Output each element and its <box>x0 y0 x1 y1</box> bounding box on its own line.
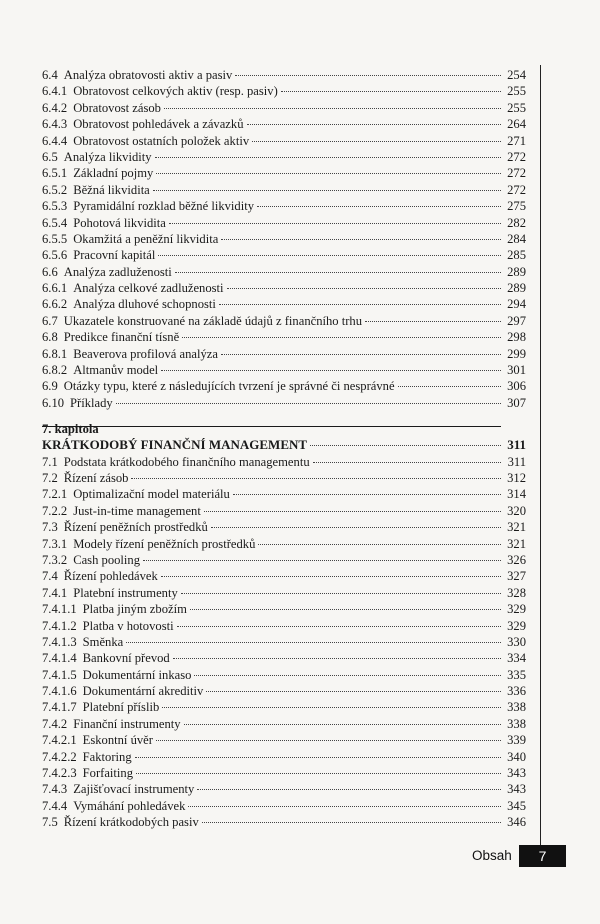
entry-title: Otázky typu, které z následujících tvrzení je správné či nesprávné <box>63 379 395 394</box>
entry-title: Platební instrumenty <box>73 585 178 600</box>
entry-page: 272 <box>507 182 526 197</box>
toc-entry <box>42 503 526 519</box>
entry-number: 6.5.4 <box>42 215 68 230</box>
entry-number: 7.4.2.3 <box>42 766 77 781</box>
toc-entry <box>42 149 526 165</box>
toc-entry <box>42 765 526 781</box>
entry-page: 271 <box>507 133 526 148</box>
entry-number: 6.10 <box>42 395 65 410</box>
leader-dots <box>161 370 501 371</box>
entry-number: 7.4.1.5 <box>42 667 77 682</box>
entry-page: 272 <box>507 149 526 164</box>
toc-entry <box>42 552 526 568</box>
entry-number: 6.7 <box>42 313 58 328</box>
toc-entry <box>42 198 526 214</box>
entry-title: Obratovost zásob <box>73 100 161 115</box>
entry-number: 7.4.1.2 <box>42 618 77 633</box>
entry-page: 328 <box>507 585 526 600</box>
leader-dots <box>143 560 501 561</box>
leader-dots <box>221 354 501 355</box>
toc-entry <box>42 346 526 362</box>
entry-title: Platební příslib <box>82 700 160 715</box>
leader-dots <box>169 223 501 224</box>
leader-dots <box>313 462 501 463</box>
entry-title: Dokumentární inkaso <box>82 667 192 682</box>
toc-entry <box>42 716 526 732</box>
entry-number: 6.5.5 <box>42 231 68 246</box>
leader-dots <box>156 173 501 174</box>
entry-title: Řízení pohledávek <box>63 569 158 584</box>
toc-entry <box>42 83 526 99</box>
entry-number: 6.6.2 <box>42 297 68 312</box>
toc-entry <box>42 634 526 650</box>
entry-title: Dokumentární akreditiv <box>82 684 204 699</box>
entry-page: 298 <box>507 330 526 345</box>
leader-dots <box>188 806 501 807</box>
toc-entry <box>42 116 526 132</box>
toc-entry <box>42 519 526 535</box>
chapter-label: 7. kapitola <box>42 422 99 437</box>
toc-entry <box>42 296 526 312</box>
leader-dots <box>257 206 501 207</box>
toc-entry <box>42 568 526 584</box>
toc-entry <box>42 781 526 797</box>
toc-entry <box>42 667 526 683</box>
leader-dots <box>202 822 501 823</box>
entry-page: 307 <box>507 395 526 410</box>
entry-page: 312 <box>507 470 526 485</box>
footer-label: Obsah <box>472 848 512 863</box>
leader-dots <box>204 511 501 512</box>
toc-entry <box>42 182 526 198</box>
entry-title: Okamžitá a peněžní likvidita <box>73 231 219 246</box>
leader-dots <box>258 544 501 545</box>
entry-title: Pohotová likvidita <box>73 215 166 230</box>
toc-entry <box>42 601 526 617</box>
leader-dots <box>177 626 501 627</box>
entry-number: 6.5.3 <box>42 199 68 214</box>
entry-page: 254 <box>507 68 526 82</box>
entry-page: 346 <box>507 815 526 830</box>
entry-number: 6.4.2 <box>42 100 68 115</box>
entry-page: 301 <box>507 363 526 378</box>
toc-entry <box>42 313 526 329</box>
toc-entry <box>42 100 526 116</box>
entry-page: 329 <box>507 618 526 633</box>
margin-rule <box>540 65 541 865</box>
chapter-title-underline <box>42 426 501 427</box>
leader-dots <box>197 789 501 790</box>
entry-page: 284 <box>507 231 526 246</box>
entry-title: Faktoring <box>82 749 132 764</box>
toc-entry <box>42 798 526 814</box>
entry-title: Just-in-time management <box>73 503 201 518</box>
toc-entry <box>42 618 526 634</box>
entry-number: 7.4.1.1 <box>42 602 77 617</box>
toc-entry <box>42 470 526 486</box>
leader-dots <box>175 272 501 273</box>
entry-page: 321 <box>507 520 526 535</box>
leader-dots <box>310 445 501 446</box>
entry-number: 7.4.2 <box>42 716 68 731</box>
toc-entry <box>42 215 526 231</box>
entry-number: 6.5.1 <box>42 166 68 181</box>
entry-number: 7.4.2.1 <box>42 733 77 748</box>
toc-entry <box>42 378 526 394</box>
toc-entry <box>42 67 526 83</box>
leader-dots <box>136 773 501 774</box>
leader-dots <box>219 304 501 305</box>
entry-title: Ukazatele konstruované na základě údajů z finančního trhu <box>63 313 363 328</box>
entry-title: Analýza celkové zadluženosti <box>73 281 224 296</box>
toc-entry <box>42 329 526 345</box>
entry-title: Zajišťovací instrumenty <box>73 782 195 797</box>
entry-title: Podstata krátkodobého finančního managementu <box>63 454 310 469</box>
entry-title: Příklady <box>70 395 113 410</box>
entry-number: 7.1 <box>42 454 58 469</box>
leader-dots <box>252 141 501 142</box>
entry-title: Modely řízení peněžních prostředků <box>73 536 256 551</box>
leader-dots <box>235 75 501 76</box>
toc-entry <box>42 536 526 552</box>
entry-page: 329 <box>507 602 526 617</box>
entry-title: Pracovní kapitál <box>73 248 156 263</box>
toc-entry <box>42 814 526 830</box>
toc-entry <box>42 749 526 765</box>
toc-entry <box>42 362 526 378</box>
entry-title: Eskontní úvěr <box>82 733 153 748</box>
entry-number: 6.9 <box>42 379 58 394</box>
toc-entry <box>42 231 526 247</box>
entry-page: 255 <box>507 84 526 99</box>
entry-title: Analýza dluhové schopnosti <box>73 297 216 312</box>
entry-title: Řízení krátkodobých pasiv <box>63 815 199 830</box>
entry-title: Altmanův model <box>73 363 159 378</box>
entry-page: 294 <box>507 297 526 312</box>
chapter-page: 311 <box>507 437 526 453</box>
entry-page: 264 <box>507 117 526 132</box>
entry-title: Analýza zadluženosti <box>63 264 172 279</box>
entry-page: 289 <box>507 264 526 279</box>
toc-entry <box>42 395 526 411</box>
entry-number: 7.2.2 <box>42 503 68 518</box>
leader-dots <box>221 239 501 240</box>
entry-number: 7.4.1.7 <box>42 700 77 715</box>
leader-dots <box>153 190 501 191</box>
toc-entry <box>42 264 526 280</box>
entry-page: 335 <box>507 667 526 682</box>
toc-entry <box>42 133 526 149</box>
entry-number: 6.5.2 <box>42 182 68 197</box>
entry-number: 7.4.3 <box>42 782 68 797</box>
entry-number: 7.3 <box>42 520 58 535</box>
entry-page: 299 <box>507 346 526 361</box>
entry-title: Analýza obratovosti aktiv a pasiv <box>63 68 233 82</box>
entry-number: 7.4 <box>42 569 58 584</box>
entry-number: 7.4.1 <box>42 585 68 600</box>
entry-title: Základní pojmy <box>73 166 154 181</box>
entry-number: 6.4.1 <box>42 84 68 99</box>
entry-page: 345 <box>507 798 526 813</box>
entry-page: 336 <box>507 684 526 699</box>
toc-entry <box>42 486 526 502</box>
entry-page: 343 <box>507 782 526 797</box>
sections-list <box>42 67 526 411</box>
leader-dots <box>190 609 501 610</box>
entry-number: 6.6 <box>42 264 58 279</box>
leader-dots <box>162 707 501 708</box>
entry-number: 7.2 <box>42 470 58 485</box>
entry-title: Platba jiným zbožím <box>82 602 187 617</box>
entry-page: 340 <box>507 749 526 764</box>
entry-title: Obratovost celkových aktiv (resp. pasiv) <box>73 84 278 99</box>
entry-title: Analýza likvidity <box>63 149 152 164</box>
entry-page: 334 <box>507 651 526 666</box>
entry-page: 338 <box>507 716 526 731</box>
entry-number: 6.8.2 <box>42 363 68 378</box>
entry-number: 7.3.1 <box>42 536 68 551</box>
entry-page: 255 <box>507 100 526 115</box>
entry-number: 6.5.6 <box>42 248 68 263</box>
entry-title: Optimalizační model materiálu <box>73 487 230 502</box>
toc-entry <box>42 585 526 601</box>
entry-page: 327 <box>507 569 526 584</box>
toc-entry <box>42 650 526 666</box>
entry-title: Forfaiting <box>82 766 134 781</box>
leader-dots <box>182 337 501 338</box>
entry-page: 330 <box>507 634 526 649</box>
entry-title: Běžná likvidita <box>73 182 150 197</box>
leader-dots <box>227 288 501 289</box>
entry-number: 6.4 <box>42 68 58 82</box>
leader-dots <box>233 494 501 495</box>
leader-dots <box>281 91 501 92</box>
entry-page: 306 <box>507 379 526 394</box>
entry-number: 7.2.1 <box>42 487 68 502</box>
entry-page: 339 <box>507 733 526 748</box>
entry-number: 7.4.2.2 <box>42 749 77 764</box>
entry-number: 6.4.3 <box>42 117 68 132</box>
entry-title: Směnka <box>82 634 124 649</box>
entry-number: 7.4.4 <box>42 798 68 813</box>
entry-title: Platba v hotovosti <box>82 618 174 633</box>
entry-number: 7.4.1.4 <box>42 651 77 666</box>
leader-dots <box>126 642 501 643</box>
leader-dots <box>398 386 501 387</box>
entry-page: 320 <box>507 503 526 518</box>
leader-dots <box>131 478 501 479</box>
entry-title: Predikce finanční tísně <box>63 330 180 345</box>
entry-title: Finanční instrumenty <box>73 716 181 731</box>
entry-title: Beaverova profilová analýza <box>73 346 218 361</box>
leader-dots <box>206 691 501 692</box>
leader-dots <box>184 724 501 725</box>
leader-dots <box>365 321 501 322</box>
chapter-title: KRÁTKODOBÝ FINANČNÍ MANAGEMENT <box>42 437 308 453</box>
entry-page: 289 <box>507 281 526 296</box>
entry-number: 7.4.1.6 <box>42 684 77 699</box>
toc-entry <box>42 454 526 470</box>
entry-number: 7.5 <box>42 815 58 830</box>
entry-page: 314 <box>507 487 526 502</box>
leader-dots <box>164 108 501 109</box>
entry-page: 285 <box>507 248 526 263</box>
leader-dots <box>155 157 501 158</box>
entry-number: 6.8 <box>42 330 58 345</box>
entry-title: Cash pooling <box>73 552 141 567</box>
entry-title: Řízení peněžních prostředků <box>63 520 208 535</box>
leader-dots <box>173 658 501 659</box>
entry-title: Pyramidální rozklad běžné likvidity <box>73 199 255 214</box>
toc-entry <box>42 247 526 263</box>
leader-dots <box>116 403 501 404</box>
leader-dots <box>194 675 501 676</box>
toc-entry <box>42 165 526 181</box>
entry-page: 321 <box>507 536 526 551</box>
leader-dots <box>156 740 501 741</box>
leader-dots <box>158 255 501 256</box>
entry-title: Bankovní převod <box>82 651 170 666</box>
entry-page: 326 <box>507 552 526 567</box>
entry-page: 343 <box>507 766 526 781</box>
entry-page: 282 <box>507 215 526 230</box>
entry-number: 6.4.4 <box>42 133 68 148</box>
toc-entry <box>42 699 526 715</box>
toc-entry <box>42 732 526 748</box>
entry-page: 272 <box>507 166 526 181</box>
chapter-sections-list <box>42 454 526 831</box>
entry-title: Obratovost pohledávek a závazků <box>73 117 244 132</box>
leader-dots <box>211 527 501 528</box>
entry-title: Obratovost ostatních položek aktiv <box>73 133 250 148</box>
entry-page: 275 <box>507 199 526 214</box>
table-of-contents <box>42 67 526 831</box>
toc-entry <box>42 280 526 296</box>
entry-number: 6.6.1 <box>42 281 68 296</box>
toc-entry <box>42 683 526 699</box>
entry-number: 6.8.1 <box>42 346 68 361</box>
leader-dots <box>161 576 501 577</box>
entry-title: Vymáhání pohledávek <box>73 798 186 813</box>
leader-dots <box>135 757 501 758</box>
entry-page: 338 <box>507 700 526 715</box>
entry-number: 6.5 <box>42 149 58 164</box>
entry-title: Řízení zásob <box>63 470 129 485</box>
leader-dots <box>181 593 501 594</box>
entry-number: 7.4.1.3 <box>42 634 77 649</box>
entry-number: 7.3.2 <box>42 552 68 567</box>
leader-dots <box>247 124 502 125</box>
chapter-title-row <box>42 437 526 453</box>
footer-page-number: 7 <box>519 845 566 867</box>
entry-page: 297 <box>507 313 526 328</box>
entry-page: 311 <box>507 454 526 469</box>
